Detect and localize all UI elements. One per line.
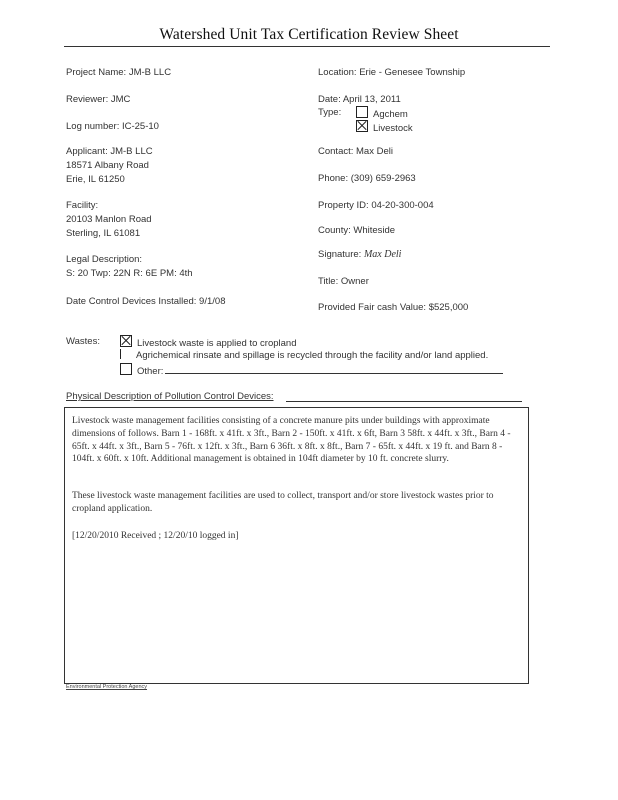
wastes-label: Wastes: [66,336,100,347]
applicant-line-1: Applicant: JM-B LLC [66,146,153,157]
signature-row [318,249,401,260]
fair-cash-value: Provided Fair cash Value: $525,000 [318,302,469,313]
facility-line-1: Facility: [66,200,99,211]
waste-option-livestock[interactable] [120,335,296,349]
type-label: Type: [318,107,342,118]
waste-other-label: Other: [137,366,164,377]
waste-other-checkbox[interactable] [120,363,132,375]
page-title: Watershed Unit Tax Certification Review Sheet [159,26,459,43]
description-paragraph-2: These livestock waste management facilities are used to collect, transport and/or store livestock wastes prior to cropland application. [72,491,494,514]
county: County: Whiteside [318,225,396,236]
project-name: Project Name: JM-B LLC [66,67,172,78]
heading-extension-line [286,401,522,402]
waste-livestock-checkbox-checked[interactable] [120,335,132,347]
log-number: Log number: IC-25-10 [66,121,159,132]
description-paragraph-1: Livestock waste management facilities consisting of a concrete manure pits under buildings with approximate dimensions of follows. Barn 1 - 168ft. x 41ft. x 3ft., Barn 2 - 150ft. x 41ft. x 6ft, Barn 3 58ft. x 44ft. x 3ft., Barn 4 - 65ft. x 44ft. x 3ft., Barn 5 - 76ft. x 12ft. x 3ft., Barn 6 36ft. x 8ft. x 8ft., Barn 7 - 65ft. x 44ft. x 19 ft. and Barn 8 - 104ft. x 60ft. x 10ft. Additional management is obtained in 104ft diameter by 10 ft. concrete slurry. [72,416,511,465]
description-paragraph-3: [12/20/2010 Received ; 12/20/10 logged in] [72,531,239,541]
location: Location: Erie - Genesee Township [318,67,466,78]
title-field: Title: Owner [318,276,369,287]
type-option-livestock[interactable] [356,120,413,134]
physical-description-heading: Physical Description of Pollution Control Devices: [66,391,274,402]
date: Date: April 13, 2011 [318,94,401,105]
legal-description-label: Legal Description: [66,254,143,265]
waste-agrichemical-label: Agrichemical rinsate and spillage is recycled through the facility and/or land applied. [136,350,489,361]
phone: Phone: (309) 659-2963 [318,173,416,184]
applicant-line-3: Erie, IL 61250 [66,174,125,185]
livestock-label: Livestock [373,123,413,134]
waste-option-other[interactable] [120,363,503,377]
agchem-checkbox[interactable] [356,106,368,118]
property-id: Property ID: 04-20-300-004 [318,200,434,211]
contact: Contact: Max Deli [318,146,393,157]
agchem-label: Agchem [373,109,408,120]
signature-label: Signature: [318,249,362,260]
livestock-checkbox-checked[interactable] [356,120,368,132]
waste-agrichemical-checkbox[interactable] [120,349,131,359]
applicant-line-2: 18571 Albany Road [66,160,149,171]
title-rule [64,46,550,47]
footer-agency: Environmental Protection Agency [66,684,148,690]
reviewer: Reviewer: JMC [66,94,131,105]
waste-livestock-label: Livestock waste is applied to cropland [137,338,297,349]
signature-value: Max Deli [363,249,402,260]
other-input-line[interactable] [165,364,503,374]
legal-description-value: S: 20 Twp: 22N R: 6E PM: 4th [66,268,193,279]
waste-option-agrichemical[interactable] [120,349,488,361]
facility-line-2: 20103 Manlon Road [66,214,152,225]
facility-line-3: Sterling, IL 61081 [66,228,141,239]
date-installed: Date Control Devices Installed: 9/1/08 [66,296,226,307]
type-option-agchem[interactable] [356,106,408,120]
